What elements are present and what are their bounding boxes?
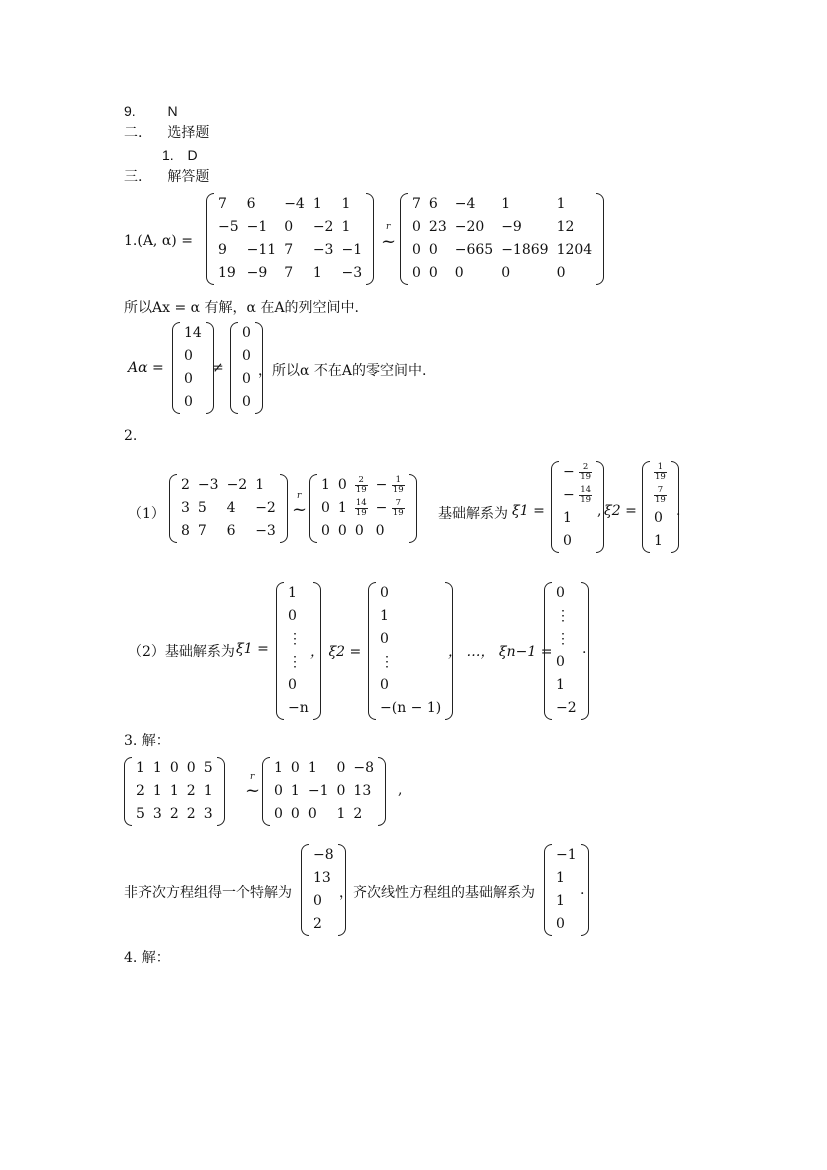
p2-part1-label: （1） — [128, 506, 165, 522]
matrix-row — [214, 262, 366, 285]
matrix-entry: −1 — [341, 242, 363, 258]
matrix-entry: 0 — [375, 523, 385, 539]
right-paren — [280, 474, 288, 543]
p2-xi2-vector — [642, 461, 679, 553]
matrix-entry: −665 — [454, 242, 494, 258]
matrix-row — [559, 530, 596, 553]
matrix-entry: −2 — [556, 700, 577, 716]
matrix-row — [270, 803, 378, 826]
matrix-entry: 0 — [337, 523, 347, 539]
right-paren — [217, 757, 225, 826]
matrix-entry: 0 — [321, 500, 330, 516]
matrix-row — [238, 391, 255, 414]
matrix-entry: −3 — [341, 265, 363, 281]
matrix-row — [559, 507, 596, 530]
matrix-entry: ⋮ — [556, 631, 570, 647]
matrix-row — [559, 484, 596, 507]
matrix-entry: −8 — [313, 847, 334, 863]
p1-r-mark: r — [386, 222, 391, 232]
p3-matrix-1 — [124, 757, 225, 826]
matrix-row — [132, 757, 217, 780]
matrix-entry: 0 — [380, 631, 389, 647]
p2-r-mark: r — [297, 491, 302, 501]
matrix-entry: 7 — [284, 265, 294, 281]
left-paren — [544, 844, 552, 936]
matrix-row — [214, 239, 366, 262]
right-paren — [378, 757, 386, 826]
matrix-row — [284, 582, 313, 605]
matrix-entry: 7 — [412, 196, 421, 212]
matrix-entry: 0 — [288, 677, 297, 693]
matrix-entry: 1 — [169, 783, 179, 799]
matrix-entry: 0 — [184, 348, 193, 364]
matrix-entry: 1 — [307, 760, 317, 776]
matrix-row — [309, 844, 338, 867]
matrix-row — [552, 651, 581, 674]
p2-part2-label: （2）基础解系为 — [128, 644, 235, 660]
matrix-entry: 0 — [654, 510, 663, 526]
matrix-entry: 0 — [501, 265, 511, 281]
matrix-entry: −9 — [501, 219, 522, 235]
matrix-entry: − $\frac{7}{19}$ — [375, 497, 404, 518]
matrix-entry: 1 — [556, 870, 565, 886]
matrix-entry: 2 — [136, 783, 145, 799]
p1-a-alpha-lhs: Aα = — [128, 360, 164, 376]
matrix-entry: 1 — [556, 677, 565, 693]
matrix-entry: 1 — [501, 196, 511, 212]
matrix-entry: −n — [288, 700, 309, 716]
left-paren — [230, 322, 238, 414]
matrix-row — [376, 605, 445, 628]
matrix-row — [408, 262, 596, 285]
matrix-entry: − $\frac{14}{19}$ — [563, 484, 592, 505]
matrix-entry: −1 — [246, 219, 268, 235]
matrix-entry: 1 — [288, 585, 297, 601]
matrix-entry: −5 — [218, 219, 239, 235]
matrix-row — [408, 216, 596, 239]
matrix-row — [376, 582, 445, 605]
matrix-entry: 13 — [353, 783, 372, 799]
matrix-entry: 1 — [312, 265, 322, 281]
matrix-entry: 1 — [321, 477, 330, 493]
matrix-entry: 0 — [290, 760, 300, 776]
matrix-row — [408, 193, 596, 216]
matrix-row — [238, 368, 255, 391]
left-paren — [544, 582, 552, 720]
matrix-entry: 13 — [313, 870, 331, 886]
matrix-entry: 0 — [242, 325, 251, 341]
matrix-entry: 0 — [290, 806, 300, 822]
p4-number: 4. 解： — [124, 950, 170, 966]
matrix-row — [552, 867, 581, 890]
p1-lhs: 1.(A, α) = — [124, 233, 193, 249]
matrix-entry: 12 — [556, 219, 575, 235]
matrix-row — [376, 628, 445, 651]
matrix-row — [270, 780, 378, 803]
left-paren — [206, 193, 214, 285]
left-paren — [642, 461, 650, 553]
left-paren — [400, 193, 408, 285]
matrix-entry: −3 — [312, 242, 334, 258]
matrix-entry: 7 — [218, 196, 227, 212]
matrix-entry: 3 — [203, 806, 213, 822]
matrix-row — [309, 867, 338, 890]
p2-xi2-label: ξ2 = — [604, 503, 637, 519]
section-3-heading — [124, 168, 209, 186]
right-paren — [366, 193, 374, 285]
p3-tail: , — [398, 782, 403, 798]
matrix-row — [180, 391, 206, 414]
matrix-entry: ⋮ — [288, 631, 302, 647]
matrix-entry: 0 — [563, 533, 572, 549]
matrix-entry: 0 — [556, 265, 566, 281]
p2-number: 2. — [124, 428, 138, 444]
section-3-title: 解答题 — [167, 169, 210, 185]
s2-q1-answer: D — [187, 147, 198, 163]
matrix-entry: 2 — [353, 806, 363, 822]
matrix-row — [238, 322, 255, 345]
matrix-row — [552, 582, 581, 605]
matrix-entry: 0 — [556, 585, 565, 601]
matrix-entry: 1 — [654, 533, 663, 549]
left-paren — [368, 582, 376, 720]
matrix-row — [180, 368, 206, 391]
p3-particular-text: 非齐次方程组得一个特解为 — [124, 885, 292, 901]
matrix-entry: 6 — [246, 196, 256, 212]
matrix-entry: 3 — [152, 806, 162, 822]
matrix-entry: 0 — [428, 265, 438, 281]
matrix-entry: 7 — [197, 523, 207, 539]
matrix-row — [132, 803, 217, 826]
matrix-entry: − $\frac{2}{19}$ — [563, 461, 592, 482]
matrix-row — [650, 530, 671, 553]
matrix-entry: ⋮ — [380, 654, 394, 670]
matrix-row — [284, 651, 313, 674]
matrix-row — [552, 844, 581, 867]
matrix-row — [309, 890, 338, 913]
section-3-number: 三. — [124, 169, 143, 185]
p2-part2-xi2-label: ， ξ2 = — [310, 644, 362, 660]
p2-xi1-label: ξ1 = — [512, 503, 545, 519]
matrix-entry: 6 — [428, 196, 438, 212]
matrix-entry: −3 — [197, 477, 219, 493]
matrix-row — [552, 913, 581, 936]
matrix-row — [284, 605, 313, 628]
p2-matrix-2 — [309, 474, 417, 543]
p3-sim: ~ — [245, 780, 261, 801]
matrix-entry: 2 — [313, 916, 322, 932]
matrix-entry: 2 — [186, 783, 196, 799]
matrix-row — [270, 757, 378, 780]
matrix-entry: −4 — [284, 196, 305, 212]
matrix-entry: −9 — [246, 265, 268, 281]
matrix-row — [309, 913, 338, 936]
section-2-title: 选择题 — [167, 125, 210, 141]
s2-q1-line — [162, 146, 198, 164]
matrix-entry: 5 — [203, 760, 213, 776]
p2-period: . — [676, 503, 681, 519]
matrix-entry: −1 — [307, 783, 329, 799]
p3-homog-text: ，齐次线性方程组的基础解系为 — [339, 885, 535, 901]
matrix-entry: 1 — [337, 500, 347, 516]
matrix-entry: 1 — [290, 783, 300, 799]
p3-number: 3. 解： — [124, 733, 170, 749]
matrix-entry: 0 — [337, 477, 347, 493]
matrix-entry: 0 — [307, 806, 317, 822]
matrix-row — [376, 697, 445, 720]
right-paren — [596, 193, 604, 285]
matrix-entry: 0 — [313, 893, 322, 909]
matrix-entry: 0 — [288, 608, 297, 624]
matrix-entry: 0 — [242, 348, 251, 364]
matrix-row — [284, 674, 313, 697]
matrix-row — [317, 474, 409, 497]
section-2-number: 二. — [124, 125, 143, 141]
matrix-entry: ⋮ — [288, 654, 302, 670]
matrix-entry: 19 — [218, 265, 236, 281]
matrix-row — [552, 628, 581, 651]
matrix-entry: −1 — [556, 847, 577, 863]
matrix-entry: 0 — [354, 523, 364, 539]
matrix-entry: $\frac{14}{19}$ — [355, 497, 367, 518]
matrix-entry: 0 — [321, 523, 330, 539]
q9-line — [124, 102, 178, 120]
matrix-entry: −20 — [454, 219, 485, 235]
p1-neq: ≠ — [212, 360, 224, 376]
matrix-entry: −8 — [353, 760, 375, 776]
matrix-row — [552, 605, 581, 628]
matrix-row — [132, 780, 217, 803]
matrix-entry: 2 — [169, 806, 179, 822]
p2-part2-xi1-label: ξ1 = — [236, 641, 269, 657]
left-paren — [169, 474, 177, 543]
matrix-entry: ⋮ — [556, 608, 570, 624]
matrix-entry: 0 — [412, 219, 421, 235]
matrix-row — [408, 239, 596, 262]
matrix-entry: 1 — [152, 783, 162, 799]
matrix-entry: 5 — [136, 806, 145, 822]
matrix-entry: 0 — [454, 265, 464, 281]
matrix-row — [376, 651, 445, 674]
matrix-entry: 7 — [284, 242, 294, 258]
matrix-entry: 0 — [556, 916, 565, 932]
matrix-entry: $\frac{7}{19}$ — [655, 484, 666, 505]
matrix-row — [317, 520, 409, 543]
matrix-row — [552, 890, 581, 913]
left-paren — [301, 844, 309, 936]
matrix-entry: 0 — [556, 654, 565, 670]
matrix-entry: 1 — [341, 196, 351, 212]
matrix-entry: 6 — [226, 523, 236, 539]
matrix-entry: 0 — [380, 585, 389, 601]
matrix-entry: 1 — [336, 806, 346, 822]
matrix-entry: 1 — [203, 783, 213, 799]
matrix-row — [180, 345, 206, 368]
matrix-entry: −2 — [255, 500, 276, 516]
matrix-entry: 1 — [274, 760, 283, 776]
q9-number: 9. — [124, 103, 136, 119]
matrix-entry: $\frac{1}{19}$ — [655, 461, 666, 482]
matrix-entry: 0 — [336, 783, 346, 799]
matrix-entry: 1 — [312, 196, 322, 212]
matrix-entry: 0 — [380, 677, 389, 693]
matrix-entry: 3 — [181, 500, 190, 516]
left-paren — [276, 582, 284, 720]
matrix-entry: −2 — [226, 477, 248, 493]
matrix-entry: −3 — [255, 523, 276, 539]
matrix-row — [376, 674, 445, 697]
p2-part2-period: . — [582, 641, 587, 657]
matrix-entry: 0 — [184, 394, 193, 410]
p1-conclusion: 所以Ax = α 有解，α 在A的列空间中. — [124, 300, 360, 316]
matrix-row — [177, 520, 280, 543]
left-paren — [124, 757, 132, 826]
matrix-entry: 4 — [226, 500, 236, 516]
p1-vector-a-alpha — [172, 322, 214, 414]
matrix-row — [552, 674, 581, 697]
matrix-entry: 9 — [218, 242, 227, 258]
p3-r-mark: r — [250, 772, 255, 782]
matrix-entry: −1869 — [501, 242, 549, 258]
matrix-entry: 0 — [242, 394, 251, 410]
matrix-entry: 0 — [336, 760, 346, 776]
matrix-row — [177, 474, 280, 497]
matrix-row — [214, 216, 366, 239]
matrix-entry: 0 — [412, 242, 421, 258]
p2-part2-dots: ， …， ξn−1 = — [448, 644, 553, 660]
matrix-entry: 1204 — [556, 242, 593, 258]
matrix-entry: 1 — [563, 510, 572, 526]
matrix-entry: 0 — [184, 371, 193, 387]
matrix-row — [552, 697, 581, 720]
matrix-row — [284, 628, 313, 651]
matrix-entry: −(n − 1) — [380, 700, 442, 716]
matrix-entry: 0 — [242, 371, 251, 387]
matrix-entry: 1 — [152, 760, 162, 776]
matrix-row — [650, 461, 671, 484]
matrix-entry: 0 — [274, 806, 283, 822]
p1-matrix-2 — [400, 193, 604, 285]
p1-matrix-1 — [206, 193, 374, 285]
matrix-entry: 0 — [412, 265, 421, 281]
matrix-entry: 1 — [255, 477, 265, 493]
matrix-entry: 5 — [197, 500, 207, 516]
p2-part2-xi2-vector — [368, 582, 453, 720]
matrix-entry: 1 — [341, 219, 351, 235]
matrix-row — [284, 697, 313, 720]
p2-basis-text: 基础解系为 — [438, 506, 508, 522]
matrix-entry: 0 — [428, 242, 438, 258]
matrix-entry: 1 — [556, 196, 566, 212]
q9-answer: N — [167, 103, 178, 119]
left-paren — [309, 474, 317, 543]
matrix-entry: 23 — [428, 219, 447, 235]
p1-sim: ~ — [381, 231, 397, 252]
matrix-row — [238, 345, 255, 368]
p1-a-alpha-rhs: ，所以α 不在A的零空间中. — [258, 363, 427, 379]
matrix-row — [317, 497, 409, 520]
matrix-entry: 1 — [556, 893, 565, 909]
matrix-entry: 1 — [380, 608, 389, 624]
matrix-entry: 2 — [181, 477, 190, 493]
matrix-entry: −4 — [454, 196, 476, 212]
p2-sim: ~ — [292, 499, 308, 520]
matrix-row — [650, 507, 671, 530]
matrix-entry: 0 — [274, 783, 283, 799]
matrix-row — [650, 484, 671, 507]
matrix-row — [177, 497, 280, 520]
matrix-row — [180, 322, 206, 345]
p3-end: . — [580, 882, 585, 898]
left-paren — [172, 322, 180, 414]
p3-matrix-2 — [262, 757, 386, 826]
left-paren — [262, 757, 270, 826]
matrix-entry: 1 — [136, 760, 145, 776]
matrix-entry: $\frac{2}{19}$ — [355, 474, 367, 495]
matrix-entry: − $\frac{1}{19}$ — [375, 474, 404, 495]
matrix-entry: 0 — [284, 219, 294, 235]
p2-comma: , — [597, 503, 602, 519]
matrix-entry: 0 — [169, 760, 179, 776]
matrix-row — [559, 461, 596, 484]
section-2-heading — [124, 124, 209, 142]
matrix-entry: 8 — [181, 523, 190, 539]
left-paren — [551, 461, 559, 553]
s2-q1-number: 1. — [162, 147, 174, 163]
p2-matrix-1 — [169, 474, 288, 543]
matrix-entry: −11 — [246, 242, 277, 258]
matrix-entry: −2 — [312, 219, 334, 235]
matrix-entry: 14 — [184, 325, 202, 341]
matrix-entry: 2 — [186, 806, 196, 822]
right-paren — [409, 474, 417, 543]
matrix-entry: 0 — [186, 760, 196, 776]
matrix-row — [214, 193, 366, 216]
